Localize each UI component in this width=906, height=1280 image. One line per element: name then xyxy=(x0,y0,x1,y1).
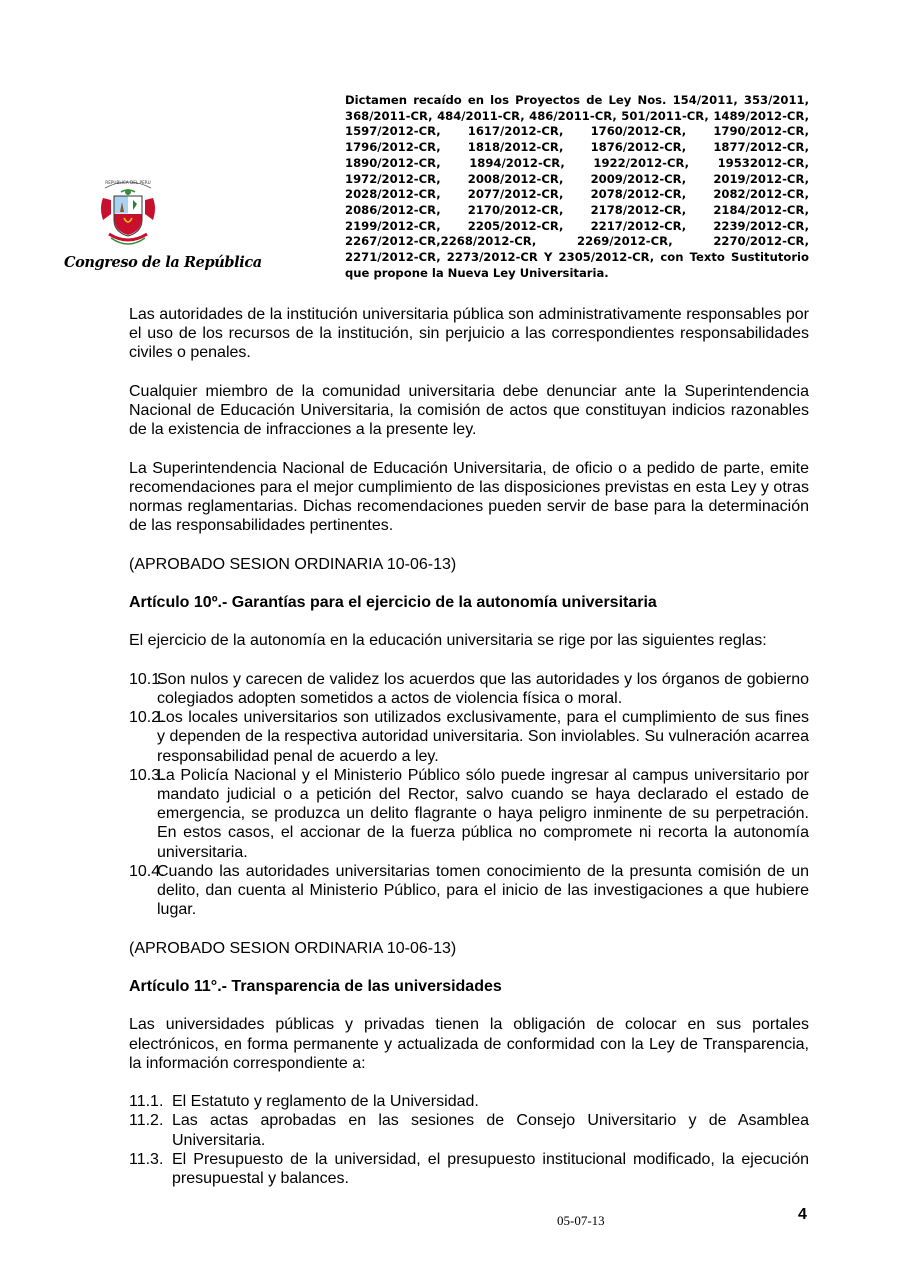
list-item-number: 10.4. xyxy=(129,862,165,880)
footer-date: 05-07-13 xyxy=(557,1213,605,1228)
list-item-number: 11.1. xyxy=(129,1093,164,1111)
list-item-text: La Policía Nacional y el Ministerio Público sólo puede ingresar al campus universitario por mandato judicial o a petición del Rector, salvo cuando se haya declarado el estado de emergencia, se produzca un delito flagrante o haya peligro inminente de su perpetración. En estos casos, el accionar de la fuerza pública no compromete ni recorta la autonomía universitaria. xyxy=(157,766,809,861)
list-item xyxy=(129,1111,809,1149)
list-item xyxy=(129,766,809,862)
list-item-number: 10.3. xyxy=(129,766,165,784)
paragraph-denounce-infractions: Cualquier miembro de la comunidad universitaria debe denunciar ante la Superintendencia Nacional de Educación Universitaria, la comisión de actos que constituyan indicios razonables de la existencia de infracciones a la presente ley. xyxy=(129,382,809,439)
list-item-text: El Estatuto y reglamento de la Universidad. xyxy=(172,1093,479,1111)
list-item xyxy=(129,1092,809,1111)
approval-note: (APROBADO SESION ORDINARIA 10-06-13) xyxy=(129,555,457,573)
list-item-number: 10.2. xyxy=(129,709,165,727)
congress-name: Congreso de la República xyxy=(64,254,262,271)
list-item-number: 10.1. xyxy=(129,670,165,688)
list-item xyxy=(129,670,809,708)
article-11-intro: Las universidades públicas y privadas tienen la obligación de colocar en sus portales electrónicos, en forma permanente y actualizada de conformidad con la Ley de Transparencia, la información correspondiente a: xyxy=(129,1016,809,1072)
list-item-number: 11.2. xyxy=(129,1112,164,1130)
list-item-text: Son nulos y carecen de validez los acuerdos que las autoridades y los órganos de gobierno colegiados adopten sometidos a actos de violencia física o moral. xyxy=(157,670,809,707)
congress-logo-block xyxy=(60,174,262,271)
article-10-title: Artículo 10º.- Garantías para el ejercicio de la autonomía universitaria xyxy=(129,593,657,611)
crest-text: REPUBLICA DEL PERU xyxy=(105,180,151,185)
list-item-text: Los locales universitarios son utilizados exclusivamente, para el cumplimiento de sus fines y dependen de la respectiva autoridad universitaria. Son inviolables. Su vulneración acarrea responsabilidad penal de acuerdo a ley. xyxy=(157,709,809,765)
approval-note: (APROBADO SESION ORDINARIA 10-06-13) xyxy=(129,939,457,957)
list-item xyxy=(129,862,809,920)
paragraph-superintendencia-recommendations: La Superintendencia Nacional de Educación Universitaria, de oficio o a pedido de parte, emite recomendaciones para el mejor cumplimiento de las disposiciones previstas en esta Ley y otras normas reglamentarias. Dichas recomendaciones pueden servir de base para la determinación de las responsabilidades pertinentes. xyxy=(129,459,809,535)
list-item-text: El Presupuesto de la universidad, el presupuesto institucional modificado, la ejecución presupuestal y balances. xyxy=(172,1150,809,1187)
article-10-list xyxy=(129,670,809,920)
list-item-text: Las actas aprobadas en las sesiones de Consejo Universitario y de Asamblea Universitaria. xyxy=(172,1112,809,1149)
article-11-title: Artículo 11°.- Transparencia de las universidades xyxy=(129,977,502,995)
coat-of-arms-icon xyxy=(97,174,159,252)
list-item xyxy=(129,708,809,766)
page-number: 4 xyxy=(798,1206,807,1223)
dictamen-header: Dictamen recaído en los Proyectos de Ley Nos. 154/2011, 353/2011, 368/2011-CR, 484/2011-CR, 486/2011-CR, 501/2011-CR, 1489/2012-CR, 1597/2012-CR, 1617/2012-CR, 1760/2012-CR, 1790/2012-CR, 1796/2012-CR, 1818/2012-CR, 1876/2012-CR, 1877/2012-CR, 1890/2012-CR, 1894/2012-CR, 1922/2012-CR, 19532012-CR, 1972/2012-CR, 2008/2012-CR, 2009/2012-CR, 2019/2012-CR, 2028/2012-CR, 2077/2012-CR, 2078/2012-CR, 2082/2012-CR, 2086/2012-CR, 2170/2012-CR, 2178/2012-CR, 2184/2012-CR, 2199/2012-CR, 2205/2012-CR, 2217/2012-CR, 2239/2012-CR, 2267/2012-CR,2268/2012-CR, 2269/2012-CR, 2270/2012-CR, 2271/2012-CR, 2273/2012-CR Y 2305/2012-CR, con Texto Sustitutorio que propone la Nueva Ley Universitaria. xyxy=(345,93,809,280)
list-item-text: Cuando las autoridades universitarias tomen conocimiento de la presunta comisión de un delito, dan cuenta al Ministerio Público, para el inicio de las investigaciones a que hubiere lugar. xyxy=(157,862,809,919)
article-11-list xyxy=(129,1092,809,1188)
list-item xyxy=(129,1150,809,1188)
list-item-number: 11.3. xyxy=(129,1150,164,1168)
document-body xyxy=(129,305,809,1207)
paragraph-authorities-responsibility: Las autoridades de la institución universitaria pública son administrativamente responsables por el uso de los recursos de la institución, sin perjuicio a las correspondientes responsabilidades civiles o penales. xyxy=(129,306,809,362)
article-10-intro: El ejercicio de la autonomía en la educación universitaria se rige por las siguientes reglas: xyxy=(129,632,767,650)
